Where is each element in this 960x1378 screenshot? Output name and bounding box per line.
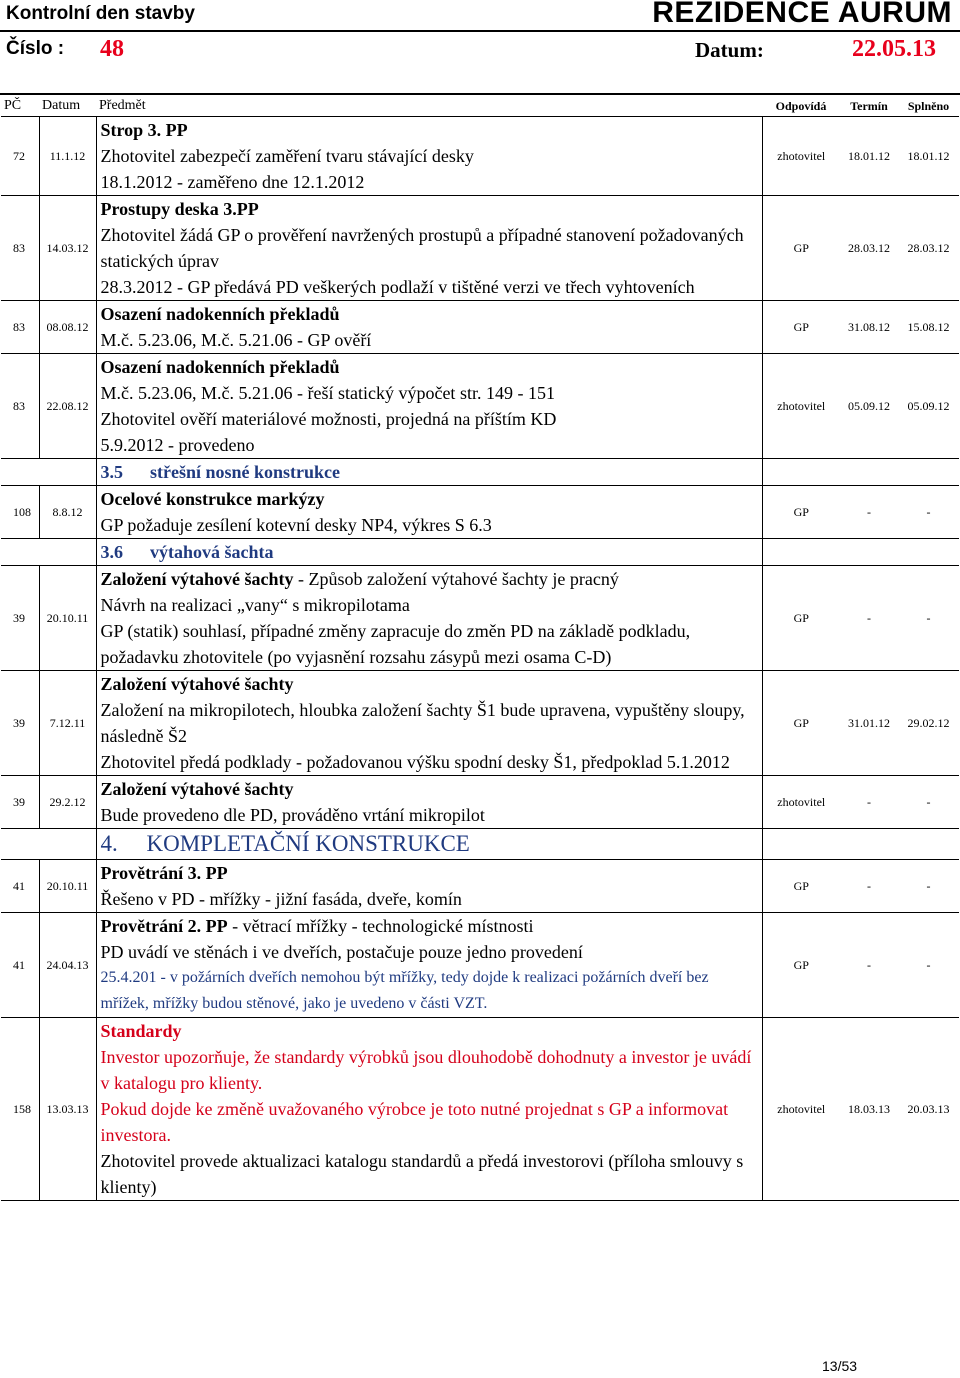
table-header-row: [1, 96, 959, 117]
row-deadline: -: [840, 486, 898, 539]
table-row: [1, 566, 959, 671]
row-responsible: GP: [762, 860, 840, 913]
table-row: [1, 486, 959, 539]
report-title: Kontrolní den stavby: [6, 3, 195, 24]
row-subject: [96, 1018, 762, 1201]
number-value: 48: [100, 36, 124, 62]
row-responsible: GP: [762, 196, 840, 301]
section-heading: [96, 829, 762, 860]
row-pc: 39: [1, 671, 39, 776]
table-row: [1, 1018, 959, 1201]
item-title: Založení výtahové šachty: [100, 674, 294, 694]
table-row: [1, 196, 959, 301]
row-done: 15.08.12: [898, 301, 959, 354]
item-text: - Způsob založení výtahové šachty je pracný: [293, 569, 619, 589]
item-title: Založení výtahové šachty: [100, 569, 294, 589]
row-deadline: 18.03.13: [840, 1018, 898, 1201]
table-top-divider: [0, 93, 960, 95]
row-deadline: -: [840, 860, 898, 913]
section-heading-text: 3.5 střešní nosné konstrukce: [100, 462, 341, 482]
table-row: [1, 860, 959, 913]
item-title: Osazení nadokenních překladů: [100, 357, 340, 377]
section-heading-text: 3.6 výtahová šachta: [100, 542, 274, 562]
col-header-pc: PČ: [1, 96, 39, 117]
row-done: -: [898, 486, 959, 539]
item-text: M.č. 5.23.06, M.č. 5.21.06 - řeší statický výpočet str. 149 - 151: [100, 383, 555, 403]
row-date: 24.04.13: [39, 913, 96, 1018]
date-value: 22.05.13: [852, 36, 936, 62]
row-subject: [96, 196, 762, 301]
item-text: Řešeno v PD - mřížky - jižní fasáda, dveře, komín: [100, 889, 462, 909]
item-title: Založení výtahové šachty: [100, 779, 294, 799]
row-subject: [96, 301, 762, 354]
item-text: Investor upozorňuje, že standardy výrobků jsou dlouhodobě dohodnuty a investor je uvádí v katalogu pro klienty.: [100, 1047, 752, 1093]
item-text: 28.3.2012 - GP předává PD veškerých podlaží v tištěné verzi ve třech vyhtoveních: [100, 277, 695, 297]
row-done: -: [898, 566, 959, 671]
row-done: 29.02.12: [898, 671, 959, 776]
row-responsible: GP: [762, 486, 840, 539]
section-row: [1, 459, 959, 486]
item-text: Zhotovitel provede aktualizaci katalogu standardů a předá investorovi (příloha smlouvy s klienty): [100, 1151, 744, 1197]
row-date: 20.10.11: [39, 860, 96, 913]
project-title: REZIDENCE AURUM: [652, 0, 952, 29]
row-pc: 39: [1, 776, 39, 829]
row-done: 05.09.12: [898, 354, 959, 459]
minutes-table: [1, 96, 959, 1201]
row-deadline: 05.09.12: [840, 354, 898, 459]
item-text: Zhotovitel ověří materiálové možnosti, projedná na příštím KD: [100, 409, 557, 429]
section-heading-text: 4. KOMPLETAČNÍ KONSTRUKCE: [100, 831, 470, 856]
item-text: Bude provedeno dle PD, prováděno vrtání mikropilot: [100, 805, 485, 825]
row-done: -: [898, 776, 959, 829]
item-title: Provětrání 3. PP: [100, 863, 228, 883]
row-responsible: zhotovitel: [762, 354, 840, 459]
table-row: [1, 671, 959, 776]
col-header-termin: Termín: [840, 96, 898, 117]
table-row: [1, 301, 959, 354]
section-row: [1, 539, 959, 566]
col-header-splneno: Splněno: [898, 96, 959, 117]
row-deadline: -: [840, 913, 898, 1018]
row-pc: 83: [1, 196, 39, 301]
table-row: [1, 117, 959, 196]
row-done: -: [898, 860, 959, 913]
row-subject: [96, 671, 762, 776]
row-date: 13.03.13: [39, 1018, 96, 1201]
item-title: Strop 3. PP: [100, 120, 188, 140]
row-responsible: GP: [762, 566, 840, 671]
item-text: Návrh na realizaci „vany“ s mikropilotama: [100, 595, 410, 615]
item-text: Pokud dojde ke změně uvažovaného výrobce je toto nutné projednat s GP a informovat investora.: [100, 1099, 729, 1145]
item-text: 18.1.2012 - zaměřeno dne 12.1.2012: [100, 172, 365, 192]
row-pc: 83: [1, 354, 39, 459]
item-text: Založení na mikropilotech, hloubka založení šachty Š1 bude upravena, vypuštěny sloupy, následně Š2: [100, 700, 745, 746]
row-deadline: 31.01.12: [840, 671, 898, 776]
item-text: PD uvádí ve stěnách i ve dveřích, postačuje pouze jedno provedení: [100, 942, 583, 962]
date-label: Datum:: [695, 38, 764, 62]
item-title: Ocelové konstrukce markýzy: [100, 489, 325, 509]
table-row: [1, 776, 959, 829]
item-title: Prostupy deska 3.PP: [100, 199, 259, 219]
row-pc: 158: [1, 1018, 39, 1201]
row-done: 18.01.12: [898, 117, 959, 196]
row-responsible: GP: [762, 913, 840, 1018]
item-text: - větrací mřížky - technologické místnosti: [227, 916, 534, 936]
row-pc: 41: [1, 913, 39, 1018]
item-title: Osazení nadokenních překladů: [100, 304, 340, 324]
item-text: Zhotovitel žádá GP o prověření navržených prostupů a případné stanovení požadovaných statických úprav: [100, 225, 744, 271]
row-subject: [96, 354, 762, 459]
row-responsible: zhotovitel: [762, 117, 840, 196]
row-pc: 108: [1, 486, 39, 539]
row-deadline: -: [840, 566, 898, 671]
row-subject: [96, 486, 762, 539]
row-done: 28.03.12: [898, 196, 959, 301]
row-pc: 72: [1, 117, 39, 196]
table-row: [1, 913, 959, 1018]
row-done: 20.03.13: [898, 1018, 959, 1201]
col-header-datum: Datum: [39, 96, 96, 117]
row-date: 08.08.12: [39, 301, 96, 354]
section-heading: [96, 459, 762, 486]
section-row: [1, 829, 959, 860]
row-date: 8.8.12: [39, 486, 96, 539]
row-date: 20.10.11: [39, 566, 96, 671]
item-text: GP (statik) souhlasí, případné změny zapracuje do změn PD na základě podkladu, požadavku zhotovitele (po vyjasnění rozsahu zásypů mezi osama C-D): [100, 621, 691, 667]
row-subject: [96, 566, 762, 671]
row-deadline: 31.08.12: [840, 301, 898, 354]
row-responsible: zhotovitel: [762, 1018, 840, 1201]
col-header-predmet: Předmět: [96, 96, 762, 117]
col-header-odpovida: Odpovídá: [762, 96, 840, 117]
item-note: 25.4.201 - v požárních dveřích nemohou být mřížky, tedy dojde k realizaci požárních dveří bez mřížek, mřížky budou stěnové, jako je uvedeno v části VZT.: [100, 969, 709, 1012]
item-text: M.č. 5.23.06, M.č. 5.21.06 - GP ověří: [100, 330, 372, 350]
header-divider: [0, 30, 960, 32]
page-number: 13/53: [822, 1358, 858, 1374]
row-date: 29.2.12: [39, 776, 96, 829]
row-date: 22.08.12: [39, 354, 96, 459]
row-pc: 39: [1, 566, 39, 671]
row-done: -: [898, 913, 959, 1018]
row-responsible: zhotovitel: [762, 776, 840, 829]
row-date: 7.12.11: [39, 671, 96, 776]
table-row: [1, 354, 959, 459]
row-responsible: GP: [762, 301, 840, 354]
item-title: Standardy: [100, 1021, 182, 1041]
section-heading: [96, 539, 762, 566]
row-deadline: 18.01.12: [840, 117, 898, 196]
item-title: Provětrání 2. PP: [100, 916, 228, 936]
row-date: 14.03.12: [39, 196, 96, 301]
row-subject: [96, 913, 762, 1018]
row-subject: [96, 776, 762, 829]
row-pc: 41: [1, 860, 39, 913]
item-text: GP požaduje zesílení kotevní desky NP4, výkres S 6.3: [100, 515, 492, 535]
item-text: Zhotovitel předá podklady - požadovanou výšku spodní desky Š1, předpoklad 5.1.2012: [100, 752, 730, 772]
item-text: 5.9.2012 - provedeno: [100, 435, 255, 455]
row-date: 11.1.12: [39, 117, 96, 196]
row-subject: [96, 117, 762, 196]
item-text: Zhotovitel zabezpečí zaměření tvaru stávající desky: [100, 146, 474, 166]
number-label: Číslo :: [6, 38, 65, 59]
row-deadline: 28.03.12: [840, 196, 898, 301]
row-responsible: GP: [762, 671, 840, 776]
row-pc: 83: [1, 301, 39, 354]
row-deadline: -: [840, 776, 898, 829]
row-subject: [96, 860, 762, 913]
